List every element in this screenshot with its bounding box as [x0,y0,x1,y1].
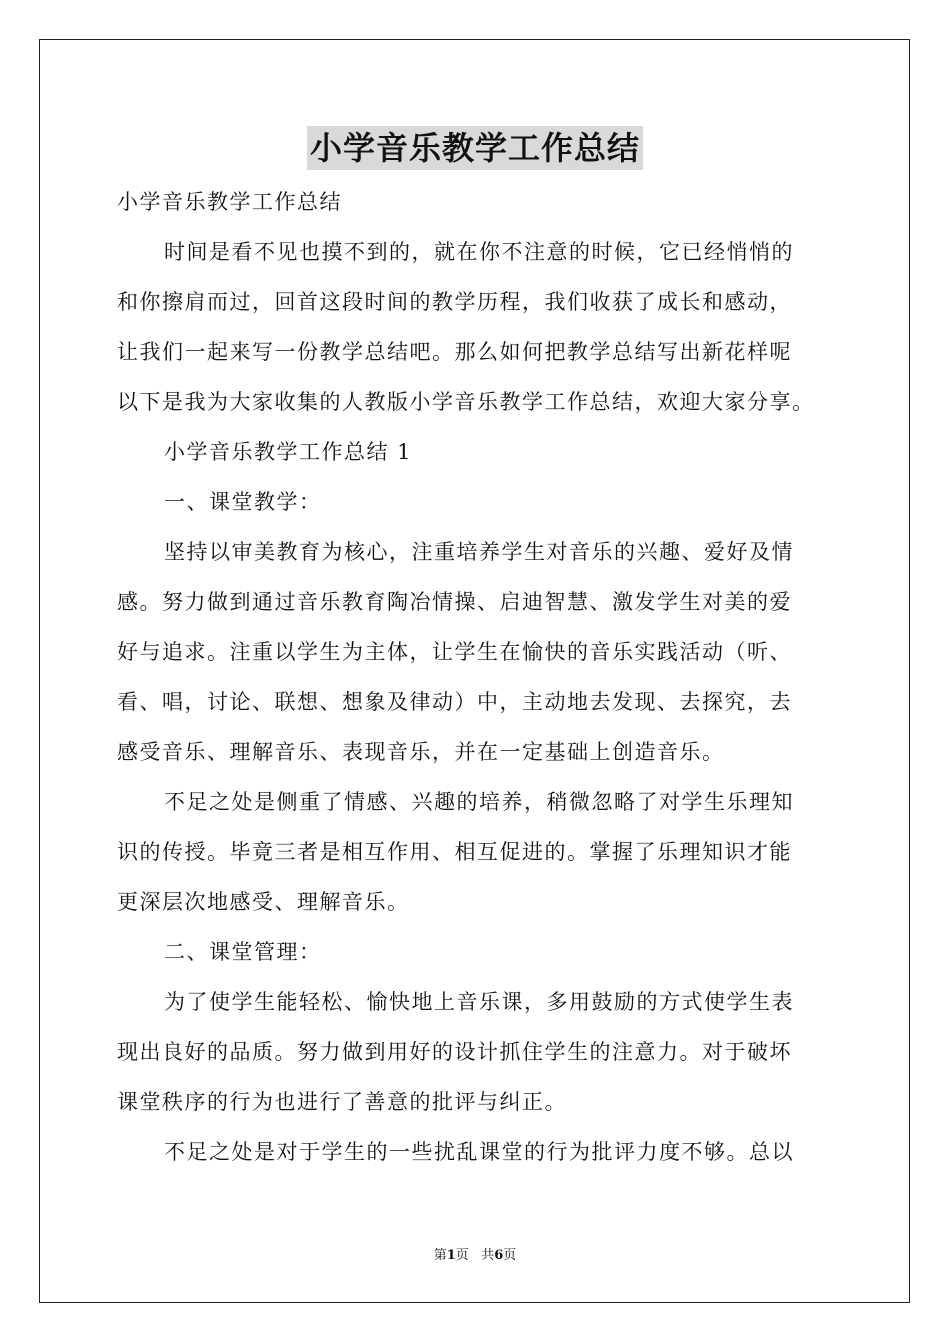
page-footer [0,1246,950,1266]
document-body [117,177,837,1177]
paragraph-line: 不足之处是侧重了情感、兴趣的培养，稍微忽略了对学生乐理知 [164,790,794,814]
paragraph-line: 更深层次地感受、理解音乐。 [117,890,410,914]
paragraph-line: 好与追求。注重以学生为主体，让学生在愉快的音乐实践活动（听、 [117,640,792,664]
paragraph-line: 和你擦肩而过，回首这段时间的教学历程，我们收获了成长和感动， [117,290,792,314]
paragraph-line: 时间是看不见也摸不到的，就在你不注意的时候，它已经悄悄的 [164,240,794,264]
paragraph-line: 看、唱，讨论、联想、想象及律动）中，主动地去发现、去探究，去 [117,690,792,714]
document-title: 小学音乐教学工作总结 [307,126,643,170]
paragraph-line: 坚持以审美教育为核心，注重培养学生对音乐的兴趣、爱好及情 [164,540,794,564]
page-prefix: 第 [433,1248,447,1263]
section-heading: 二、课堂管理： [164,940,322,964]
paragraph-line: 现出良好的品质。努力做到用好的设计抓住学生的注意力。对于破坏 [117,1040,792,1064]
paragraph-line: 不足之处是对于学生的一些扰乱课堂的行为批评力度不够。总以 [164,1140,794,1164]
paragraph-line: 识的传授。毕竟三者是相互作用、相互促进的。掌握了乐理知识才能 [117,840,792,864]
paragraph-line: 以下是我为大家收集的人教版小学音乐教学工作总结，欢迎大家分享。 [117,390,815,414]
page-suffix: 页 [455,1248,469,1263]
total-suffix: 页 [503,1248,517,1263]
page-number: 1 [446,1248,456,1263]
section-heading: 小学音乐教学工作总结 1 [164,440,413,464]
subtitle-line: 小学音乐教学工作总结 [117,190,342,214]
paragraph-line: 感。努力做到通过音乐教育陶冶情操、启迪智慧、激发学生对美的爱 [117,590,792,614]
title-container [0,126,950,170]
paragraph-line: 感受音乐、理解音乐、表现音乐，并在一定基础上创造音乐。 [117,740,725,764]
total-prefix: 共 [481,1248,495,1263]
paragraph-line: 让我们一起来写一份教学总结吧。那么如何把教学总结写出新花样呢 [117,340,792,364]
total-pages: 6 [494,1248,504,1263]
paragraph-line: 课堂秩序的行为也进行了善意的批评与纠正。 [117,1090,567,1114]
paragraph-line: 为了使学生能轻松、愉快地上音乐课，多用鼓励的方式使学生表 [164,990,794,1014]
section-heading: 一、课堂教学： [164,490,322,514]
